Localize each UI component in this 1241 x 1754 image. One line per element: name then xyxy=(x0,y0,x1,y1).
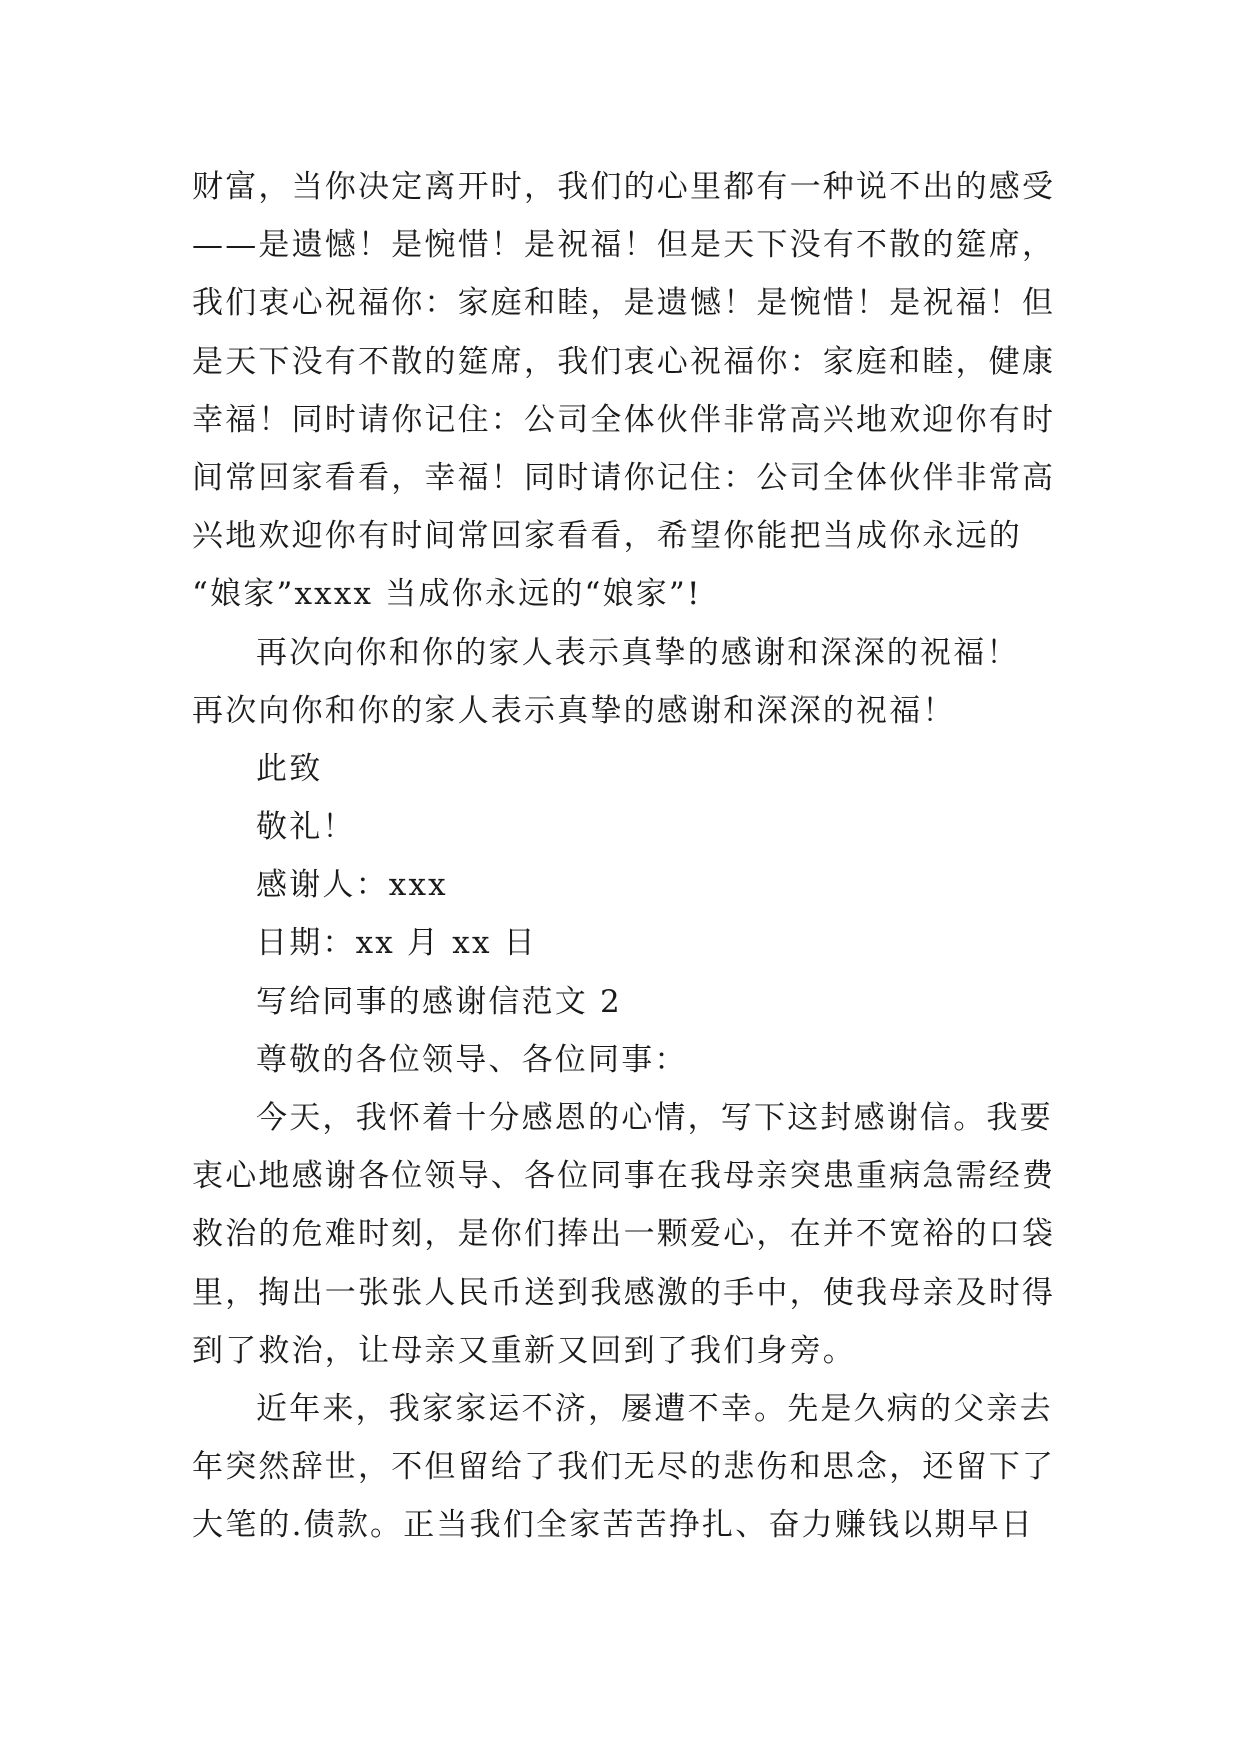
text-line: 日期：xx 月 xx 日 xyxy=(256,925,537,962)
text-line: 救治的危难时刻，是你们捧出一颗爱心，在并不宽裕的口袋 xyxy=(192,1216,1056,1253)
text-line: 我们衷心祝福你：家庭和睦，是遗憾！是惋惜！是祝福！但 xyxy=(192,285,1056,322)
text-line: 大笔的.债款。正当我们全家苦苦挣扎、奋力赚钱以期早日 xyxy=(192,1507,1035,1544)
text-line: 尊敬的各位领导、各位同事： xyxy=(256,1041,688,1078)
text-line: 再次向你和你的家人表示真挚的感谢和深深的祝福！ xyxy=(256,634,1020,671)
text-line: 今天，我怀着十分感恩的心情，写下这封感谢信。我要 xyxy=(256,1100,1053,1136)
text-line: “娘家”xxxx 当成你永远的“娘家”! xyxy=(192,576,702,613)
text-line: 财富，当你决定离开时，我们的心里都有一种说不出的感受 xyxy=(192,169,1056,205)
text-line: 幸福！同时请你记住：公司全体伙伴非常高兴地欢迎你有时 xyxy=(192,401,1056,438)
text-line: 此致 xyxy=(256,750,323,787)
text-line: 写给同事的感谢信范文 2 xyxy=(256,983,622,1020)
text-line: 年突然辞世，不但留给了我们无尽的悲伤和思念，还留下了 xyxy=(192,1449,1056,1486)
text-line: 感谢人：xxx xyxy=(256,867,448,904)
document-body xyxy=(192,158,1062,1555)
text-line: 里，掏出一张张人民币送到我感激的手中，使我母亲及时得 xyxy=(192,1274,1056,1311)
text-line: ——是遗憾！是惋惜！是祝福！但是天下没有不散的筵席， xyxy=(192,227,1056,264)
text-line: 到了救治，让母亲又重新又回到了我们身旁。 xyxy=(192,1332,856,1369)
text-line: 间常回家看看，幸福！同时请你记住：公司全体伙伴非常高 xyxy=(192,459,1056,496)
text-line: 再次向你和你的家人表示真挚的感谢和深深的祝福！ xyxy=(192,692,956,729)
text-line: 是天下没有不散的筵席，我们衷心祝福你：家庭和睦，健康 xyxy=(192,343,1056,380)
text-line: 近年来，我家家运不济，屡遭不幸。先是久病的父亲去 xyxy=(256,1390,1053,1427)
text-line: 敬礼！ xyxy=(256,809,356,846)
text-line: 兴地欢迎你有时间常回家看看，希望你能把当成你永远的 xyxy=(192,518,1022,555)
text-line: 衷心地感谢各位领导、各位同事在我母亲突患重病急需经费 xyxy=(192,1158,1056,1195)
